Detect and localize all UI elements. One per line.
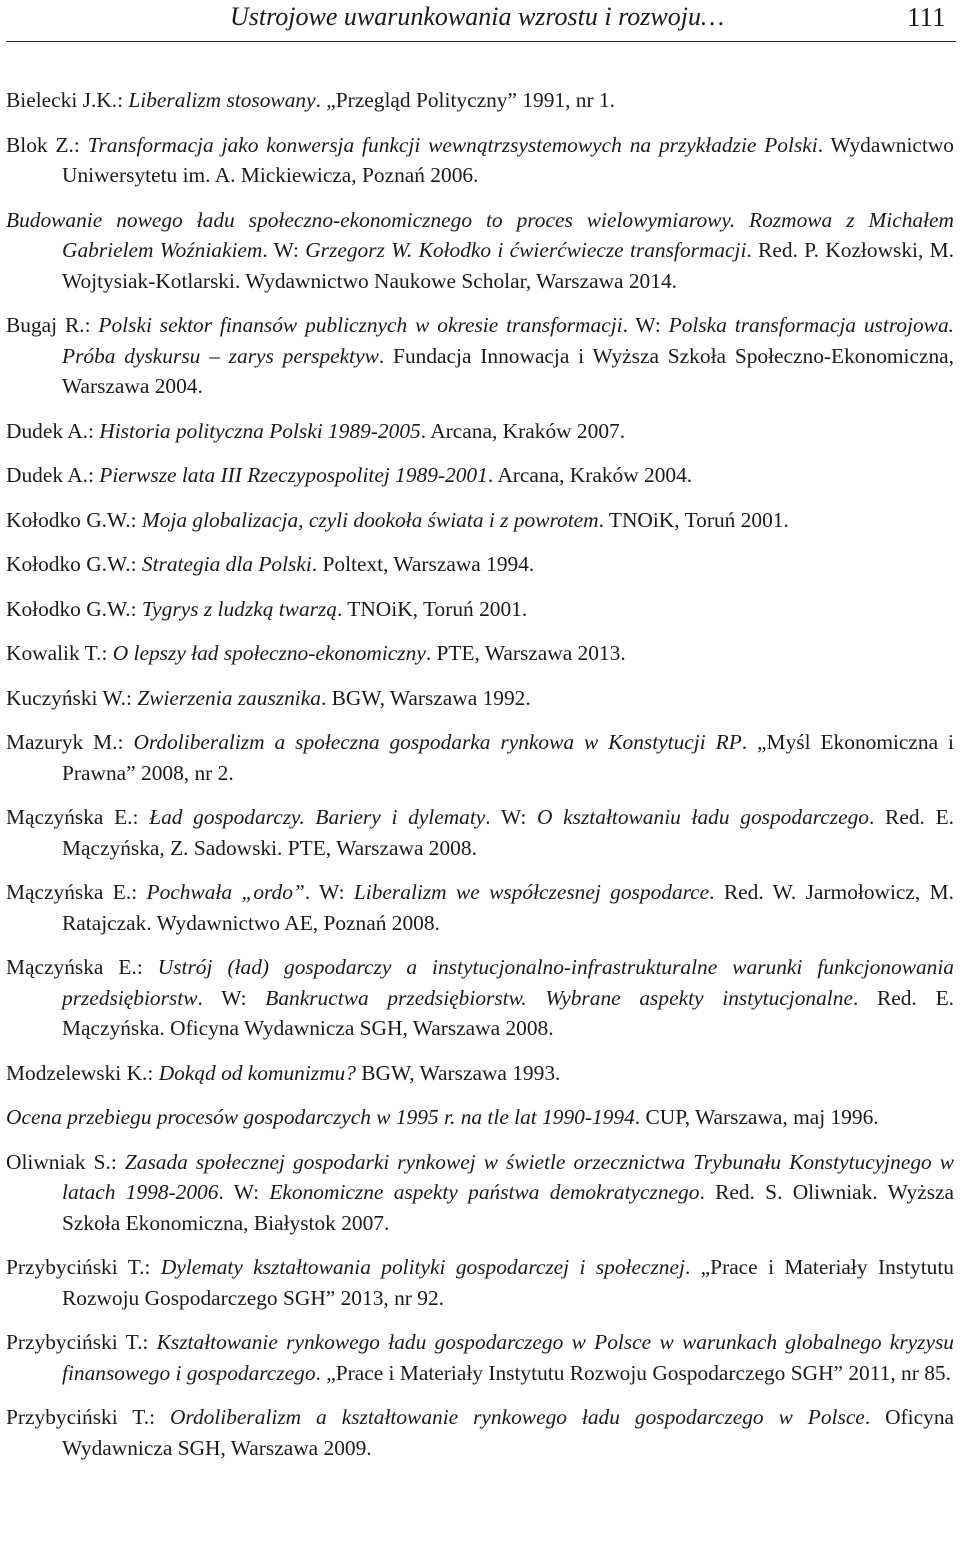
entry-publication: . Fundacja Innowacja i Wyższa Szkoła Społeczno-Ekonomiczna, Warszawa 2004. — [62, 343, 954, 398]
entry-author: Kowalik T.: — [6, 641, 113, 665]
entry-title: Dylematy kształtowania polityki gospodarczej i społecznej — [160, 1255, 685, 1279]
entry-title: Ordoliberalizm a kształtowanie rynkowego ładu gospodarczego w Polsce — [169, 1405, 865, 1429]
entry-title: Pierwsze lata III Rzeczypospolitej 1989-2001 — [99, 463, 488, 487]
entry-title: Zasada społecznej gospodarki rynkowej w świetle orzecznictwa Trybunału Konstytucyjnego w latach 1998-2006 — [62, 1149, 955, 1204]
entry-publication: . TNOiK, Toruń 2001. — [336, 596, 528, 621]
bibliography-entry — [6, 505, 954, 536]
bibliography-entry — [6, 727, 954, 788]
entry-publication: . Red. E. Mączyńska, Z. Sadowski. PTE, Warszawa 2008. — [62, 805, 954, 860]
entry-author: Bugaj R.: — [6, 313, 99, 337]
entry-author: Kołodko G.W.: — [6, 507, 142, 532]
entry-author: Bielecki J.K.: — [6, 88, 129, 112]
entry-publication: . „Myśl Ekonomiczna i Prawna” 2008, nr 2. — [62, 730, 954, 785]
entry-author: Mączyńska E.: — [6, 955, 158, 979]
bibliography-entry — [6, 205, 954, 297]
entry-title: Dokąd od komunizmu? — [158, 1060, 356, 1085]
entry-author: Blok Z.: — [6, 132, 88, 157]
bibliography-entry — [6, 1147, 954, 1239]
bibliography-entry — [6, 802, 954, 863]
bibliography-entry — [6, 310, 954, 402]
entry-collection-title: Polska transformacja ustrojowa. Próba dyskursu – zarys perspektyw — [62, 313, 954, 368]
entry-title: Tygrys z ludzką twarzą — [141, 596, 337, 621]
bibliography-entry — [6, 638, 954, 669]
entry-title: Zwierzenia zausznika — [137, 685, 321, 710]
entry-collection-title: Grzegorz W. Kołodko i ćwierćwiecze transformacji — [305, 238, 747, 262]
entry-title: Ordoliberalizm a społeczna gospodarka rynkowa w Konstytucji RP — [133, 730, 742, 754]
entry-author: Mazuryk M.: — [6, 730, 134, 754]
header-rule — [6, 41, 956, 42]
page-header — [0, 0, 960, 44]
entry-publication: BGW, Warszawa 1993. — [355, 1060, 561, 1085]
entry-title: Moja globalizacja, czyli dookoła świata i z powrotem — [141, 507, 599, 532]
entry-connector: . W: — [304, 880, 354, 904]
entry-title: Transformacja jako konwersja funkcji wewnątrzsystemowych na przykładzie Polski — [87, 132, 818, 157]
entry-title: Liberalizm stosowany — [128, 88, 316, 112]
entry-publication: . Red. W. Jarmołowicz, M. Ratajczak. Wydawnictwo AE, Poznań 2008. — [62, 880, 954, 935]
entry-publication: . „Przegląd Polityczny” 1991, nr 1. — [315, 88, 615, 112]
entry-publication: . Arcana, Kraków 2004. — [487, 463, 693, 487]
entry-collection-title: Ekonomiczne aspekty państwa demokratycznego — [269, 1180, 700, 1204]
bibliography-entry — [6, 85, 954, 116]
bibliography-entry — [6, 460, 954, 491]
bibliography-entry — [6, 594, 954, 625]
entry-connector: . W: — [622, 313, 669, 337]
entry-author: Przybyciński T.: — [6, 1405, 170, 1429]
entry-collection-title: Bankructwa przedsiębiorstw. Wybrane aspekty instytucjonalne — [265, 985, 853, 1010]
entry-author: Dudek A.: — [6, 463, 100, 487]
entry-publication: . „Prace i Materiały Instytutu Rozwoju Gospodarczego SGH” 2011, nr 85. — [315, 1360, 951, 1385]
entry-publication: . Red. S. Oliwniak. Wyższa Szkoła Ekonomiczna, Białystok 2007. — [62, 1180, 955, 1235]
entry-author: Przybyciński T.: — [6, 1330, 157, 1354]
entry-connector: . W: — [218, 1180, 270, 1204]
entry-publication: . BGW, Warszawa 1992. — [320, 685, 531, 710]
bibliography-entry — [6, 549, 954, 580]
entry-title: Kształtowanie rynkowego ładu gospodarczego w Polsce w warunkach globalnego kryzysu finansowego i gospodarczego — [62, 1330, 954, 1385]
entry-title: Pochwała „ordo” — [146, 880, 305, 904]
entry-author: Modzelewski K.: — [6, 1060, 159, 1085]
bibliography-entry — [6, 683, 954, 714]
entry-author: Przybyciński T.: — [6, 1255, 161, 1279]
entry-publication: . PTE, Warszawa 2013. — [425, 641, 626, 665]
bibliography-list — [6, 85, 954, 1477]
bibliography-entry — [6, 130, 954, 191]
entry-title: Ustrój (ład) gospodarczy a instytucjonalno-infrastrukturalne warunki funkcjonowania przedsiębiorstw — [62, 955, 954, 1010]
entry-author: Kołodko G.W.: — [6, 552, 142, 576]
running-title: Ustrojowe uwarunkowania wzrostu i rozwoju… — [230, 2, 725, 31]
entry-author: Dudek A.: — [6, 418, 100, 443]
entry-publication: . Red. E. Mączyńska. Oficyna Wydawnicza SGH, Warszawa 2008. — [62, 985, 954, 1040]
entry-publication: . CUP, Warszawa, maj 1996. — [634, 1105, 879, 1129]
entry-publication: . Wydawnictwo Uniwersytetu im. A. Mickiewicza, Poznań 2006. — [62, 132, 955, 187]
entry-author: Oliwniak S.: — [6, 1149, 125, 1174]
entry-connector: . W: — [197, 985, 266, 1010]
bibliography-entry — [6, 1058, 954, 1089]
bibliography-entry — [6, 1102, 954, 1133]
entry-connector: . W: — [485, 805, 538, 829]
entry-connector: . W: — [262, 238, 306, 262]
bibliography-entry — [6, 877, 954, 938]
entry-publication: . TNOiK, Toruń 2001. — [598, 507, 789, 532]
entry-publication: . Poltext, Warszawa 1994. — [311, 552, 535, 576]
entry-title: Ocena przebiegu procesów gospodarczych w 1995 r. na tle lat 1990-1994 — [6, 1105, 635, 1129]
entry-publication: . „Prace i Materiały Instytutu Rozwoju Gospodarczego SGH” 2013, nr 92. — [62, 1255, 954, 1310]
entry-publication: . Arcana, Kraków 2007. — [420, 418, 626, 443]
bibliography-entry — [6, 952, 954, 1044]
entry-title: Ład gospodarczy. Bariery i dylematy — [149, 805, 486, 829]
entry-title: O lepszy ład społeczno-ekonomiczny — [112, 641, 426, 665]
entry-title: Strategia dla Polski — [141, 552, 312, 576]
bibliography-entry — [6, 1402, 954, 1463]
entry-author: Kuczyński W.: — [6, 685, 138, 710]
bibliography-entry — [6, 1252, 954, 1313]
bibliography-entry — [6, 1327, 954, 1388]
entry-collection-title: O kształtowaniu ładu gospodarczego — [537, 805, 869, 829]
entry-title: Polski sektor finansów publicznych w okresie transformacji — [98, 313, 623, 337]
entry-publication: . Oficyna Wydawnicza SGH, Warszawa 2009. — [62, 1405, 955, 1460]
page-number: 111 — [907, 2, 946, 32]
entry-author: Kołodko G.W.: — [6, 596, 142, 621]
entry-title: Historia polityczna Polski 1989-2005 — [99, 418, 421, 443]
entry-author: Mączyńska E.: — [6, 805, 150, 829]
entry-publication: . Red. P. Kozłowski, M. Wojtysiak-Kotlarski. Wydawnictwo Naukowe Scholar, Warszawa 2014. — [62, 238, 954, 293]
entry-collection-title: Liberalizm we współczesnej gospodarce — [353, 880, 710, 904]
entry-title: Budowanie nowego ładu społeczno-ekonomicznego to proces wielowymiarowy. Rozmowa z Michałem Gabrielem Woźniakiem — [6, 207, 954, 262]
bibliography-entry — [6, 416, 954, 447]
entry-author: Mączyńska E.: — [6, 880, 147, 904]
